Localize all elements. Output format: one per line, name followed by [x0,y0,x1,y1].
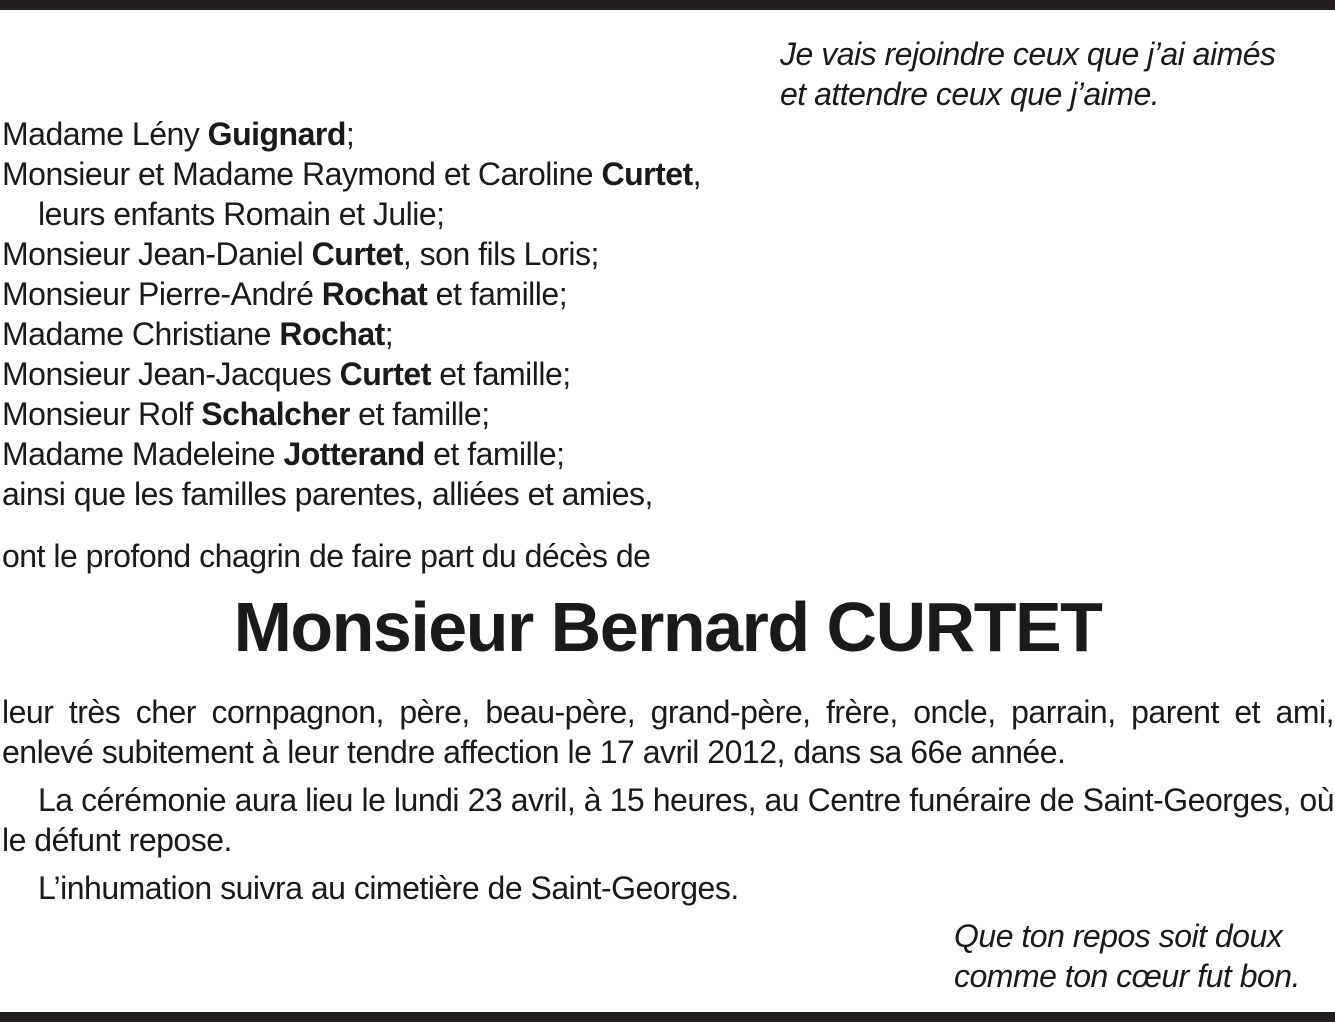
family-surname: Curtet [339,356,431,392]
family-surname: Jotterand [283,436,425,472]
family-line-text: ; [345,116,355,152]
burial-paragraph: L’inhumation suivra au cimetière de Saint-Georges. [38,870,739,906]
family-line-text: Madame Madeleine [2,436,284,472]
closing-line: Que ton repos soit doux [954,918,1283,954]
family-line-text: , [692,156,702,192]
family-surname: Guignard [207,116,346,152]
family-line [2,274,701,314]
family-line-text: ainsi que les familles parentes, alliées et amies, [2,476,653,512]
family-surname: Curtet [311,236,403,272]
family-line [2,114,701,154]
closing-quote [954,916,1300,996]
family-line-text: Monsieur Jean-Jacques [2,356,340,392]
family-list [2,114,701,514]
body-paragraph: leur très cher cornpagnon, père, beau-père, grand-père, frère, oncle, parrain, parent et ami, enlevé subitement à leur tendre affection le 17 avril 2012, dans sa 66e année. [2,694,1334,770]
family-line-text: Madame Christiane [2,316,280,352]
family-line-text: et famille; [427,276,568,312]
family-line-text: Monsieur Rolf [2,396,202,432]
family-line-text: et famille; [430,356,571,392]
family-line [2,434,701,474]
family-line [2,394,701,434]
family-line-text: et famille; [349,396,490,432]
family-surname: Curtet [601,156,693,192]
epigraph-line: Je vais rejoindre ceux que j’ai aimés [780,36,1276,72]
epigraph-quote [780,34,1276,114]
family-line [2,234,701,274]
family-line-text: Madame Lény [2,116,208,152]
family-line-text: Monsieur et Madame Raymond et Caroline [2,156,602,192]
ceremony-paragraph: La cérémonie aura lieu le lundi 23 avril, à 15 heures, au Centre funéraire de Saint-Georges, où le défunt repose. [2,782,1334,858]
family-line-text: ; [384,316,394,352]
family-surname: Rochat [321,276,428,312]
family-surname: Rochat [279,316,385,352]
family-line [2,194,701,234]
family-line-text: Monsieur Pierre-André [2,276,322,312]
announcement-intro: ont le profond chagrin de faire part du décès de [2,538,651,574]
bottom-border-rule [0,1012,1335,1022]
top-border-rule [0,0,1335,10]
family-line [2,474,701,514]
family-line [2,314,701,354]
announcement-body [2,692,1334,908]
family-line [2,354,701,394]
deceased-name-heading: Monsieur Bernard CURTET [233,588,1102,666]
family-surname: Schalcher [201,396,350,432]
epigraph-line: et attendre ceux que j’aime. [780,76,1160,112]
family-line-text: et famille; [424,436,565,472]
family-line-text: leurs enfants Romain et Julie; [38,196,445,232]
family-line-text: , son fils Loris; [402,236,599,272]
family-line [2,154,701,194]
closing-line: comme ton cœur fut bon. [954,958,1300,994]
family-line-text: Monsieur Jean-Daniel [2,236,312,272]
